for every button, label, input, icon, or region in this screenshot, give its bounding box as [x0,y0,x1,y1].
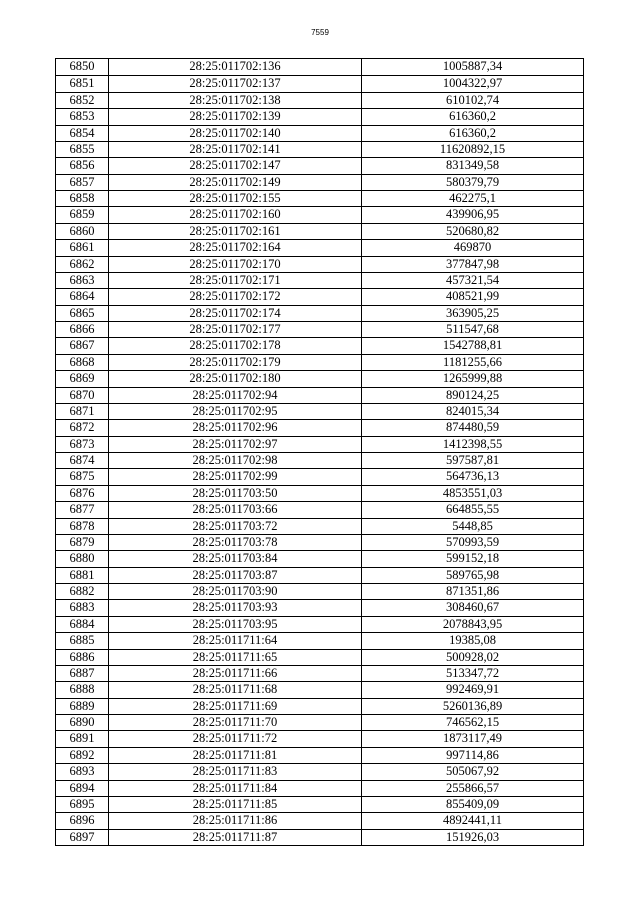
value-cell: 5448,85 [361,519,583,534]
cadastral-number-cell: 28:25:011702:149 [108,175,361,190]
value-cell: 308460,67 [361,600,583,615]
table-row [56,796,583,812]
table-row [56,616,583,632]
table-row [56,436,583,452]
cadastral-number-cell: 28:25:011702:96 [108,420,361,435]
table-row [56,730,583,746]
table-row [56,599,583,615]
cadastral-number-cell: 28:25:011702:174 [108,306,361,321]
table-row [56,747,583,763]
value-cell: 824015,34 [361,404,583,419]
table-row [56,518,583,534]
cadastral-number-cell: 28:25:011711:83 [108,764,361,779]
table-row [56,665,583,681]
value-cell: 580379,79 [361,175,583,190]
value-cell: 513347,72 [361,666,583,681]
table-row [56,174,583,190]
row-number-cell: 6889 [69,698,95,713]
cadastral-number-cell: 28:25:011711:66 [108,666,361,681]
value-cell: 363905,25 [361,306,583,321]
value-cell: 469870 [361,240,583,255]
table-row [56,698,583,714]
value-cell: 5260136,89 [361,699,583,714]
value-cell: 2078843,95 [361,617,583,632]
cadastral-number-cell: 28:25:011711:81 [108,748,361,763]
cadastral-number-cell: 28:25:011711:84 [108,781,361,796]
row-number-cell: 6881 [69,567,95,582]
value-cell: 19385,08 [361,633,583,648]
value-cell: 997114,86 [361,748,583,763]
table-row [56,763,583,779]
cadastral-number-cell: 28:25:011711:72 [108,731,361,746]
data-table [55,58,584,846]
value-cell: 4853551,03 [361,486,583,501]
row-number-cell: 6866 [69,322,95,336]
cadastral-number-cell: 28:25:011711:87 [108,830,361,845]
row-number-cell: 6896 [69,813,95,828]
cadastral-number-cell: 28:25:011702:179 [108,355,361,370]
table-row [56,157,583,173]
table-row [56,256,583,272]
value-cell: 992469,91 [361,682,583,697]
row-number-cell: 6865 [69,305,95,320]
row-number-cell: 6885 [69,633,95,648]
table-row [56,190,583,206]
value-cell: 589765,98 [361,568,583,583]
table-row [56,714,583,730]
cadastral-number-cell: 28:25:011711:65 [108,650,361,665]
value-cell: 746562,15 [361,715,583,730]
value-cell: 1542788,81 [361,338,583,353]
row-number-cell: 6883 [69,600,95,615]
cadastral-number-cell: 28:25:011703:90 [108,584,361,599]
value-cell: 1005887,34 [361,59,583,75]
cadastral-number-cell: 28:25:011702:139 [108,109,361,124]
row-number-cell: 6867 [69,338,95,353]
table-row [56,288,583,304]
value-cell: 616360,2 [361,109,583,124]
value-cell: 1412398,55 [361,437,583,452]
row-number-cell: 6886 [69,649,95,664]
row-number-cell: 6856 [69,158,95,173]
value-cell: 871351,86 [361,584,583,599]
row-number-cell: 6874 [69,453,95,467]
cadastral-number-cell: 28:25:011702:160 [108,207,361,222]
table-row [56,337,583,353]
value-cell: 890124,25 [361,388,583,403]
table-row [56,419,583,435]
cadastral-number-cell: 28:25:011703:78 [108,535,361,550]
cadastral-number-cell: 28:25:011702:137 [108,76,361,91]
row-number-cell: 6868 [69,354,95,369]
table-row [56,632,583,648]
row-number-cell: 6869 [69,371,95,386]
row-number-cell: 6892 [69,747,95,762]
table-row [56,681,583,697]
cadastral-number-cell: 28:25:011711:68 [108,682,361,697]
value-cell: 255866,57 [361,781,583,796]
row-number-cell: 6877 [69,502,95,517]
value-cell: 408521,99 [361,289,583,304]
cadastral-number-cell: 28:25:011703:72 [108,519,361,534]
table-row [56,206,583,222]
row-number-cell: 6875 [69,469,95,484]
row-number-cell: 6861 [69,240,95,255]
table-row [56,239,583,255]
row-number-cell: 6891 [69,731,95,746]
cadastral-number-cell: 28:25:011703:93 [108,600,361,615]
table-row [56,550,583,566]
cadastral-number-cell: 28:25:011702:94 [108,388,361,403]
cadastral-number-cell: 28:25:011702:180 [108,371,361,386]
cadastral-number-cell: 28:25:011702:171 [108,273,361,288]
row-number-cell: 6882 [69,584,95,598]
cadastral-number-cell: 28:25:011711:70 [108,715,361,730]
value-cell: 439906,95 [361,207,583,222]
row-number-cell: 6853 [69,109,95,124]
cadastral-number-cell: 28:25:011702:95 [108,404,361,419]
cadastral-number-cell: 28:25:011702:99 [108,469,361,484]
value-cell: 570993,59 [361,535,583,550]
cadastral-number-cell: 28:25:011702:138 [108,93,361,108]
row-number-cell: 6862 [69,256,95,271]
row-number-cell: 6894 [69,780,95,795]
table-row [56,403,583,419]
table-row [56,108,583,124]
cadastral-number-cell: 28:25:011711:64 [108,633,361,648]
value-cell: 610102,74 [361,93,583,108]
value-cell: 457321,54 [361,273,583,288]
table-row [56,354,583,370]
value-cell: 616360,2 [361,126,583,141]
row-number-cell: 6888 [69,682,95,697]
value-cell: 520680,82 [361,224,583,239]
row-number-cell: 6855 [69,141,95,156]
cadastral-number-cell: 28:25:011702:155 [108,191,361,206]
table-row [56,649,583,665]
cadastral-number-cell: 28:25:011711:86 [108,813,361,828]
value-cell: 462275,1 [361,191,583,206]
row-number-cell: 6852 [69,92,95,107]
cadastral-number-cell: 28:25:011703:95 [108,617,361,632]
cadastral-number-cell: 28:25:011702:98 [108,453,361,468]
cadastral-number-cell: 28:25:011711:69 [108,699,361,714]
table-row [56,452,583,468]
row-number-cell: 6876 [69,485,95,500]
table-row [56,829,583,845]
cadastral-number-cell: 28:25:011711:85 [108,797,361,812]
cadastral-number-cell: 28:25:011702:140 [108,126,361,141]
row-number-cell: 6879 [69,534,95,549]
cadastral-number-cell: 28:25:011703:50 [108,486,361,501]
table-row [56,583,583,599]
cadastral-number-cell: 28:25:011702:141 [108,142,361,157]
row-number-cell: 6895 [69,796,95,811]
row-number-cell: 6857 [69,174,95,189]
row-number-cell: 6890 [69,715,95,729]
row-number-cell: 6893 [69,764,95,779]
value-cell: 831349,58 [361,158,583,173]
value-cell: 597587,81 [361,453,583,468]
table-row [56,59,583,75]
cadastral-number-cell: 28:25:011702:136 [108,59,361,75]
table-row [56,370,583,386]
table-row [56,387,583,403]
cadastral-number-cell: 28:25:011702:147 [108,158,361,173]
row-number-cell: 6878 [69,518,95,533]
value-cell: 151926,03 [361,830,583,845]
value-cell: 855409,09 [361,797,583,812]
cadastral-number-cell: 28:25:011702:178 [108,338,361,353]
cadastral-number-cell: 28:25:011702:172 [108,289,361,304]
row-number-cell: 6871 [69,403,95,418]
value-cell: 505067,92 [361,764,583,779]
value-cell: 500928,02 [361,650,583,665]
row-number-cell: 6864 [69,289,95,304]
value-cell: 4892441,11 [361,813,583,828]
row-number-cell: 6873 [69,436,95,451]
table-row [56,812,583,828]
cadastral-number-cell: 28:25:011702:170 [108,257,361,272]
value-cell: 1181255,66 [361,355,583,370]
table-row [56,321,583,337]
row-number-cell: 6860 [69,223,95,238]
value-cell: 1265999,88 [361,371,583,386]
value-cell: 874480,59 [361,420,583,435]
row-number-cell: 6863 [69,272,95,287]
table-row [56,75,583,91]
row-number-cell: 6859 [69,207,95,222]
row-number-cell: 6851 [69,76,95,91]
value-cell: 377847,98 [361,257,583,272]
row-number-cell: 6872 [69,420,95,435]
cadastral-number-cell: 28:25:011703:84 [108,551,361,566]
cadastral-number-cell: 28:25:011702:164 [108,240,361,255]
cadastral-number-cell: 28:25:011702:97 [108,437,361,452]
row-number-cell: 6884 [69,616,95,631]
value-cell: 511547,68 [361,322,583,337]
table-row [56,305,583,321]
table-row [56,567,583,583]
row-number-cell: 6897 [69,829,95,844]
table-row [56,272,583,288]
row-number-cell: 6870 [69,387,95,402]
table-row [56,534,583,550]
table-row [56,92,583,108]
table-row [56,468,583,484]
row-number-cell: 6887 [69,665,95,680]
value-cell: 664855,55 [361,502,583,517]
row-number-cell: 6880 [69,551,95,566]
value-cell: 564736,13 [361,469,583,484]
cadastral-number-cell: 28:25:011702:161 [108,224,361,239]
row-number-cell: 6858 [69,191,95,205]
cadastral-number-cell: 28:25:011702:177 [108,322,361,337]
cadastral-number-cell: 28:25:011703:87 [108,568,361,583]
value-cell: 11620892,15 [361,142,583,157]
value-cell: 1004322,97 [361,76,583,91]
table-row [56,780,583,796]
cadastral-number-cell: 28:25:011703:66 [108,502,361,517]
table-row [56,485,583,501]
value-cell: 599152,18 [361,551,583,566]
value-cell: 1873117,49 [361,731,583,746]
table-row [56,141,583,157]
table-row [56,501,583,517]
row-number-cell: 6854 [69,125,95,140]
table-row [56,223,583,239]
page-number: 7559 [311,28,329,37]
table-row [56,125,583,141]
row-number-cell: 6850 [69,59,95,73]
